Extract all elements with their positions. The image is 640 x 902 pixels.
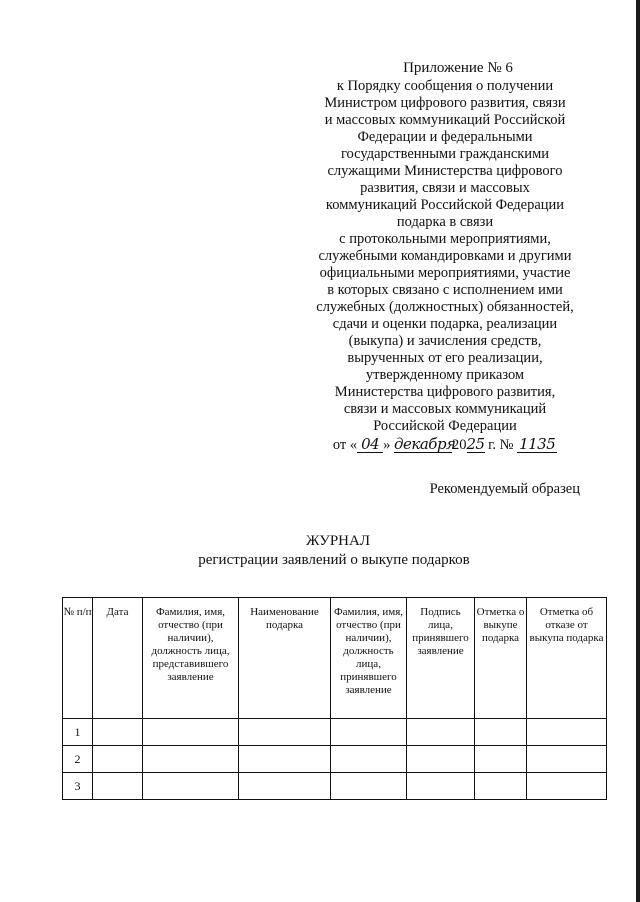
table-cell bbox=[527, 773, 607, 800]
table-cell bbox=[331, 719, 407, 746]
appendix-line: и массовых коммуникаций Российской bbox=[324, 112, 566, 128]
table-cell bbox=[143, 746, 239, 773]
row-number: 1 bbox=[63, 719, 93, 746]
table-row bbox=[63, 719, 607, 746]
journal-table bbox=[62, 597, 607, 800]
order-year-prefix: 20 bbox=[452, 437, 467, 453]
table-row bbox=[63, 773, 607, 800]
journal-subtitle: регистрации заявлений о выкупе подарков bbox=[198, 552, 470, 568]
appendix-line: развития, связи и массовых bbox=[360, 180, 530, 196]
appendix-line: служебных (должностных) обязанностей, bbox=[316, 299, 574, 315]
appendix-line: официальными мероприятиями, участие bbox=[319, 265, 571, 281]
appendix-line: вырученных от его реализации, bbox=[347, 350, 543, 366]
appendix-line: с протокольными мероприятиями, bbox=[339, 231, 551, 247]
order-month: декабря bbox=[394, 435, 456, 453]
appendix-line: (выкупа) и зачисления средств, bbox=[348, 333, 542, 349]
appendix-line: Министром цифрового развития, связи bbox=[324, 95, 566, 111]
order-year-label: г. № bbox=[488, 437, 514, 453]
appendix-line: Российской Федерации bbox=[373, 418, 517, 434]
appendix-line: Федерации и федеральными bbox=[357, 129, 533, 145]
table-cell bbox=[93, 746, 143, 773]
row-number: 3 bbox=[63, 773, 93, 800]
table-cell bbox=[527, 719, 607, 746]
order-number: 1135 bbox=[519, 435, 556, 453]
table-cell bbox=[475, 773, 527, 800]
table-cell bbox=[527, 746, 607, 773]
appendix-line: служебными командировками и другими bbox=[318, 248, 572, 264]
column-header-gift-name: Наименование подарка bbox=[239, 598, 331, 719]
table-cell bbox=[407, 719, 475, 746]
appendix-line: коммуникаций Российской Федерации bbox=[325, 197, 565, 213]
table-cell bbox=[143, 719, 239, 746]
order-reference bbox=[300, 436, 590, 454]
page-edge bbox=[636, 0, 640, 902]
column-header-refusal-mark: Отметка об отказе от выкупа подарка bbox=[527, 598, 607, 719]
table-row bbox=[63, 746, 607, 773]
appendix-line: утвержденному приказом bbox=[365, 367, 525, 383]
table-cell bbox=[331, 746, 407, 773]
appendix-line: служащими Министерства цифрового bbox=[327, 163, 563, 179]
order-month-separator: » bbox=[383, 437, 391, 453]
recommended-sample-label: Рекомендуемый образец bbox=[429, 481, 580, 497]
table-header-row bbox=[63, 598, 607, 719]
order-day: 04 bbox=[357, 436, 383, 453]
column-header-receiver-signature: Подпись лица, принявшего заявление bbox=[407, 598, 475, 719]
column-header-applicant: Фамилия, имя, отчество (при наличии), должность лица, представившего заявление bbox=[143, 598, 239, 719]
appendix-header bbox=[300, 60, 590, 454]
table-cell bbox=[331, 773, 407, 800]
column-header-number: № п/п bbox=[63, 598, 93, 719]
appendix-line: связи и массовых коммуникаций bbox=[343, 401, 547, 417]
table-cell bbox=[407, 746, 475, 773]
order-prefix: от « bbox=[332, 437, 358, 453]
table-cell bbox=[475, 746, 527, 773]
appendix-line: в которых связано с исполнением ими bbox=[327, 282, 563, 298]
order-year-suffix: 25 bbox=[466, 435, 485, 453]
appendix-line: Министерства цифрового развития, bbox=[334, 384, 556, 400]
table-cell bbox=[143, 773, 239, 800]
appendix-title: Приложение № 6 bbox=[403, 60, 513, 76]
column-header-receiver: Фамилия, имя, отчество (при наличии), должность лица, принявшего заявление bbox=[331, 598, 407, 719]
column-header-date: Дата bbox=[93, 598, 143, 719]
column-header-buyout-mark: Отметка о выкупе подарка bbox=[475, 598, 527, 719]
table-cell bbox=[239, 746, 331, 773]
table-cell bbox=[407, 773, 475, 800]
table-cell bbox=[93, 773, 143, 800]
appendix-line: подарка в связи bbox=[396, 214, 494, 230]
table-cell bbox=[239, 719, 331, 746]
appendix-line: государственными гражданскими bbox=[340, 146, 550, 162]
journal-title: ЖУРНАЛ bbox=[305, 533, 371, 549]
appendix-line: сдачи и оценки подарка, реализации bbox=[332, 316, 558, 332]
row-number: 2 bbox=[63, 746, 93, 773]
table-cell bbox=[239, 773, 331, 800]
table-cell bbox=[93, 719, 143, 746]
table-cell bbox=[475, 719, 527, 746]
appendix-line: к Порядку сообщения о получении bbox=[336, 78, 554, 94]
